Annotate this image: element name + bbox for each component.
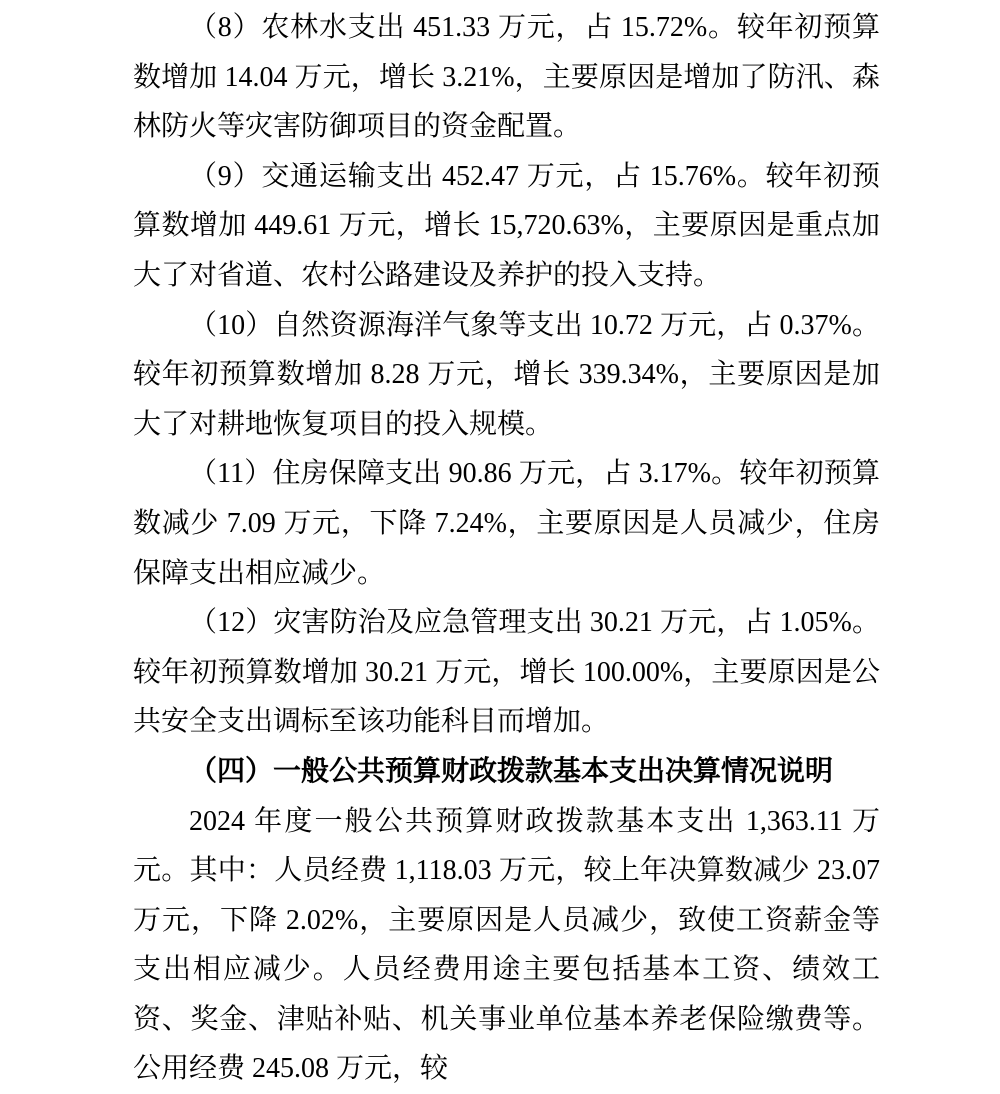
section-heading-basic-expenditure: （四）一般公共预算财政拨款基本支出决算情况说明	[133, 747, 880, 797]
paragraph-item-9-transportation: （9）交通运输支出 452.47 万元，占 15.76%。较年初预算数增加 449.61 万元，增长 15,720.63%，主要原因是重点加大了对省道、农村公路建设及养护的投入支持。	[133, 152, 880, 301]
paragraph-item-8-agriculture-forestry-water: （8）农林水支出 451.33 万元，占 15.72%。较年初预算数增加 14.04 万元，增长 3.21%，主要原因是增加了防汛、森林防火等灾害防御项目的资金配置。	[133, 3, 880, 152]
paragraph-item-10-natural-resources: （10）自然资源海洋气象等支出 10.72 万元，占 0.37%。较年初预算数增加 8.28 万元，增长 339.34%，主要原因是加大了对耕地恢复项目的投入规模。	[133, 301, 880, 450]
paragraph-basic-expenditure-detail: 2024 年度一般公共预算财政拨款基本支出 1,363.11 万元。其中：人员经费 1,118.03 万元，较上年决算数减少 23.07 万元，下降 2.02%，主要原因是人员减少，致使工资薪金等支出相应减少。人员经费用途主要包括基本工资、绩效工资、奖金、津贴补贴、机关事业单位基本养老保险缴费等。公用经费 245.08 万元，较	[133, 797, 880, 1094]
paragraph-item-12-disaster-prevention: （12）灾害防治及应急管理支出 30.21 万元，占 1.05%。较年初预算数增加 30.21 万元，增长 100.00%，主要原因是公共安全支出调标至该功能科目而增加。	[133, 598, 880, 747]
paragraph-item-11-housing-security: （11）住房保障支出 90.86 万元，占 3.17%。较年初预算数减少 7.09 万元，下降 7.24%，主要原因是人员减少，住房保障支出相应减少。	[133, 449, 880, 598]
